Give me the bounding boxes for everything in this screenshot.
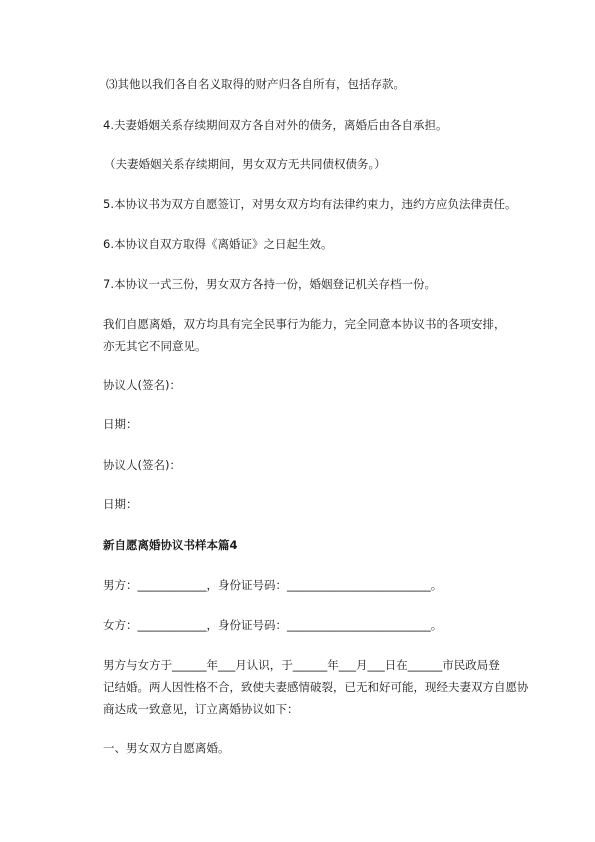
agreement-statement-line-2: 亦无其它不同意见。	[103, 339, 207, 353]
signatory-1-label: 协议人(签名)：	[103, 378, 181, 392]
woman-party-line: 女方：____________，身份证号码：_________________________。	[103, 618, 443, 632]
clause-4-note: （夫妻婚姻关系存续期间，男女双方无共同债权债务。）	[104, 157, 386, 171]
marriage-background-line-3: 商达成一致意见，订立离婚协议如下：	[103, 702, 299, 716]
clause-6-effective: 6.本协议自双方取得《离婚证》之日起生效。	[103, 237, 333, 251]
agreement-statement-line-1: 我们自愿离婚，双方均具有完全民事行为能力，完全同意本协议书的各项安排，	[103, 317, 506, 331]
clause-3-property: ⑶其他以我们各自名义取得的财产归各自所有，包括存款。	[106, 77, 405, 91]
clause-4-debts: 4.夫妻婚姻关系存续期间双方各自对外的债务，离婚后由各自承担。	[103, 118, 448, 132]
section-heading: 新自愿离婚协议书样本篇4	[103, 538, 238, 552]
clause-7-copies: 7.本协议一式三份，男女双方各持一份，婚姻登记机关存档一份。	[103, 277, 436, 291]
date-1-label: 日期：	[103, 417, 138, 431]
signatory-2-label: 协议人(签名)：	[103, 458, 181, 472]
man-party-line: 男方：____________，身份证号码：_________________________。	[103, 578, 443, 592]
marriage-background-line-2: 记结婚。两人因性格不合，致使夫妻感情破裂，已无和好可能，现经夫妻双方自愿协	[103, 680, 529, 694]
marriage-background-line-1: 男方与女方于______年___月认识，于______年___月___日在______市民政局登	[103, 658, 500, 672]
date-2-label: 日期：	[103, 497, 138, 511]
clause-1-voluntary-divorce: 一、男女双方自愿离婚。	[103, 741, 230, 755]
clause-5-binding: 5.本协议书为双方自愿签订，对男女双方均有法律约束力，违约方应负法律责任。	[103, 197, 517, 211]
